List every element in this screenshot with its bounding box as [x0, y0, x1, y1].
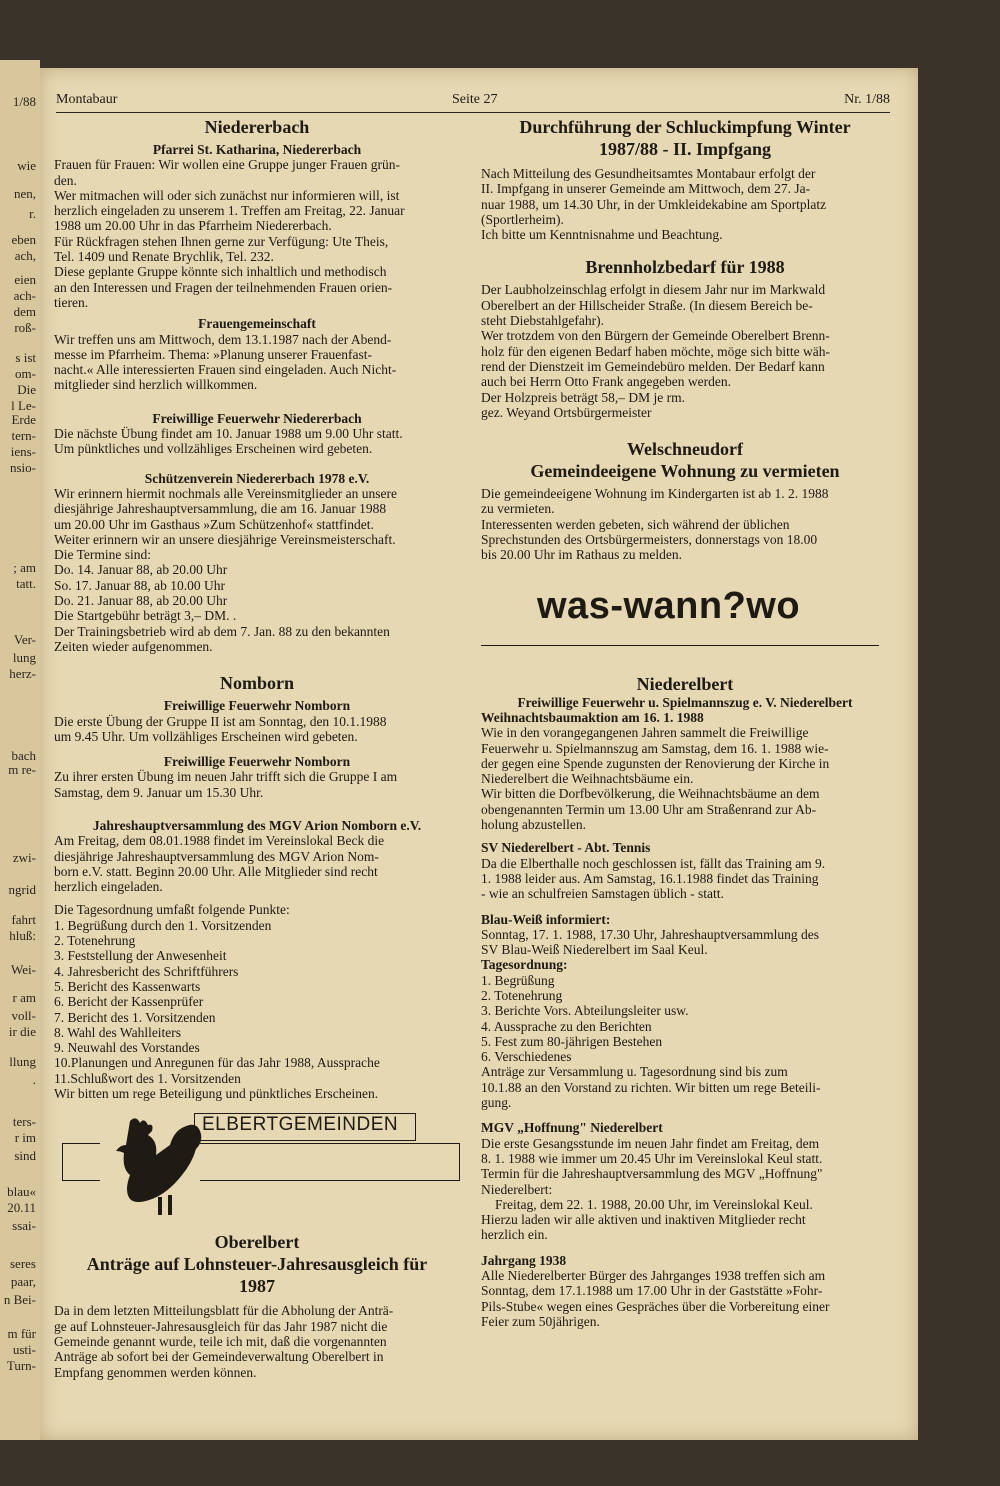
- prev-page-fragment: ngrid: [8, 882, 36, 897]
- text-line: 6. Bericht der Kassenprüfer: [54, 994, 204, 1010]
- text-line: Niederelbert:: [481, 1181, 553, 1197]
- text-line: Sonntag, 17. 1. 1988, 17.30 Uhr, Jahreshauptversammlung des: [481, 926, 820, 942]
- impfung-text: [481, 166, 889, 242]
- text-line: Pils-Stube« wegen eines Gespräches über die Vorbereitung einer: [481, 1298, 830, 1314]
- text-line: den.: [54, 172, 77, 188]
- text-line: 4. Aussprache zu den Berichten: [481, 1018, 652, 1034]
- logo-text: ELBERTGEMEINDEN: [202, 1114, 399, 1136]
- text-line: Do. 14. Januar 88, ab 20.00 Uhr: [54, 562, 228, 578]
- prev-page-fragment: hluß:: [9, 928, 36, 943]
- nomborn-heading: Nomborn: [219, 673, 294, 694]
- page-header: [56, 92, 890, 113]
- text-line: herzlich eingeladen.: [54, 879, 163, 895]
- was-wann-wo-text: was-wann?wo: [537, 584, 801, 627]
- text-line: Da die Elberthalle noch geschlossen ist, fällt das Training am 9.: [481, 855, 826, 871]
- prev-page-fragment: Wei-: [11, 962, 36, 977]
- prev-page-fragment: tern-: [11, 428, 36, 443]
- text-line: herzlich ein.: [481, 1227, 548, 1243]
- text-line: steht Diebstahlgefahr).: [481, 313, 604, 329]
- text-line: Der Laubholzeinschlag erfolgt in diesem Jahr nur im Markwald: [481, 282, 826, 298]
- text-line: SV Blau-Weiß Niederelbert im Saal Keul.: [481, 942, 708, 958]
- prev-page-fragment: ssai-: [12, 1218, 36, 1233]
- text-line: 4. Jahresbericht des Schriftführers: [54, 963, 239, 979]
- text-line: Wir bitten um rege Beteiligung und pünktliches Erscheinen.: [54, 1086, 379, 1102]
- prev-page-fragment: ach-: [13, 288, 36, 303]
- text-line: bis 20.00 Uhr im Rathaus zu melden.: [481, 547, 682, 563]
- text-line: Wer trotzdem von den Bürgern der Gemeinde Oberelbert Brenn-: [481, 328, 830, 344]
- text-line: Am Freitag, dem 08.01.1988 findet im Vereinslokal Beck die: [54, 833, 385, 849]
- blau-weiss-agenda-heading: Tagesordnung:: [481, 957, 568, 973]
- lohnsteuer-heading-line-2: 1987: [239, 1276, 275, 1297]
- text-line: 3. Feststellung der Anwesenheit: [54, 948, 227, 964]
- text-line: nacht.« Alle interessierten Frauen sind eingeladen. Auch Nicht-: [54, 362, 397, 378]
- prev-page-fragment: iens-: [10, 444, 36, 459]
- text-line: Feier zum 50jährigen.: [481, 1313, 600, 1329]
- prev-page-fragment: usti-: [12, 1342, 36, 1357]
- text-line: Samstag, dem 9. Januar um 15.30 Uhr.: [54, 784, 264, 800]
- prev-page-fragment: r am: [12, 990, 36, 1005]
- text-line: Sonntag, dem 17.1.1988 um 17.00 Uhr in der Gaststätte »Fohr-: [481, 1283, 823, 1299]
- prev-page-fragment: eien: [14, 272, 36, 287]
- prev-page-fragment: nen,: [13, 186, 36, 201]
- text-line: 7. Bericht des 1. Vorsitzenden: [54, 1009, 216, 1025]
- prev-page-fragment: llung: [9, 1054, 36, 1069]
- prev-page-fragment: ir die: [8, 1024, 36, 1039]
- pfarrei-heading: Pfarrei St. Katharina, Niedererbach: [152, 142, 362, 157]
- text-line: Die Tagesordnung umfaßt folgende Punkte:: [54, 902, 290, 918]
- text-line: Zeiten wieder aufgenommen.: [54, 638, 213, 654]
- prev-page-fragment: fahrt: [11, 912, 36, 927]
- text-line: Die nächste Übung findet am 10. Januar 1988 um 9.00 Uhr statt.: [54, 426, 403, 442]
- mgv-hoffnung-heading: MGV „Hoffnung" Niederelbert: [481, 1120, 663, 1136]
- lohnsteuer-text: [54, 1303, 460, 1379]
- text-line: ge auf Lohnsteuer-Jahresausgleich für das Jahr 1987 nicht die: [54, 1318, 388, 1334]
- text-line: diesjährige Jahreshauptversammlung, die am 16. Januar 1988: [54, 501, 387, 517]
- prev-page-fragment: m für: [7, 1326, 36, 1341]
- prev-page-fragment: om-: [15, 366, 36, 381]
- prev-page-fragment: eben: [11, 232, 36, 247]
- text-line: Nach Mitteilung des Gesundheitsamtes Montabaur erfolgt der: [481, 166, 816, 181]
- header-town: Montabaur: [56, 92, 118, 107]
- text-line: um 20.00 Uhr im Gasthaus »Zum Schützenhof« stattfindet.: [54, 516, 374, 532]
- lohnsteuer-heading-line-1: Anträge auf Lohnsteuer-Jahresausgleich für: [86, 1254, 428, 1275]
- tennis-heading: SV Niederelbert - Abt. Tennis: [481, 840, 651, 856]
- mgv-hoffnung-text: [481, 1136, 889, 1197]
- blau-weiss-after: [481, 1064, 889, 1110]
- prev-page-fragment: .: [32, 1072, 36, 1087]
- text-line: 3. Berichte Vors. Abteilungsleiter usw.: [481, 1003, 689, 1019]
- text-line: um 9.45 Uhr. Um vollzähliges Erscheinen wird gebeten.: [54, 728, 358, 744]
- text-line: herzlich eingeladen zu unserem 1. Treffen am Freitag, 22. Januar: [54, 203, 405, 219]
- rooster-icon: [90, 1113, 210, 1219]
- text-line: obengenannten Termin um 13.00 Uhr am Straßenrand zur Ab-: [481, 801, 817, 817]
- mgv-arion-heading: Jahreshauptversammlung des MGV Arion Nomborn e.V.: [92, 817, 422, 833]
- oberelbert-heading: Oberelbert: [214, 1232, 300, 1253]
- prev-page-fragment: tatt.: [16, 576, 36, 591]
- prev-page-fragment: m re-: [8, 762, 36, 777]
- text-line: Tel. 1409 und Renate Brychlik, Tel. 232.: [54, 249, 274, 265]
- text-line: 1. 1988 leider aus. Am Samstag, 16.1.1988 findet das Training: [481, 870, 819, 886]
- prev-page-fragment: r.: [29, 206, 36, 221]
- prev-page-fragment: roß-: [14, 320, 36, 335]
- text-line: 2. Totenehrung: [481, 987, 563, 1003]
- prev-page-fragment: wie: [17, 158, 36, 173]
- niedererbach-heading: Niedererbach: [204, 117, 310, 137]
- jahrgang-heading: Jahrgang 1938: [481, 1252, 567, 1268]
- tennis-text: [481, 856, 889, 902]
- text-line: 1. Begrüßung durch den 1. Vorsitzenden: [54, 917, 272, 933]
- elbertgemeinden-logo: [54, 1109, 460, 1221]
- text-line: holung abzustellen.: [481, 817, 586, 833]
- ff-nomborn-2-heading: Freiwillige Feuerwehr Nomborn: [163, 754, 351, 770]
- blau-weiss-agenda: [481, 973, 889, 1065]
- prev-page-fragment: 20.11: [7, 1200, 36, 1215]
- prev-page-fragment: paar,: [10, 1274, 36, 1289]
- blau-weiss-heading: Blau-Weiß informiert:: [481, 911, 611, 927]
- text-line: der gegen eine Spende zugunsten der Renovierung der Kirche in: [481, 755, 830, 771]
- prev-page-fragment: blau«: [7, 1184, 36, 1199]
- prev-page-fragment: bach: [11, 748, 36, 763]
- niederelbert-heading: Niederelbert: [636, 673, 734, 694]
- prev-page-fragment: Erde: [11, 412, 36, 427]
- text-line: (Sportlerheim).: [481, 211, 564, 227]
- welschneudorf-heading: Welschneudorf: [626, 439, 743, 460]
- prev-page-fragment: herz-: [9, 666, 36, 681]
- text-line: Der Holzpreis beträgt 58,– DM je rm.: [481, 389, 685, 405]
- text-line: 1. Begrüßung: [481, 972, 555, 988]
- text-line: Wir bitten die Dorfbevölkerung, die Weihnachtsbäume an dem: [481, 786, 820, 802]
- prev-page-fragment: Turn-: [6, 1358, 36, 1373]
- prev-page-fragment: Die: [17, 382, 36, 397]
- text-line: Sprechstunden des Ortsbürgermeisters, donnerstags von 18.00: [481, 532, 818, 548]
- previous-page-edge: [0, 60, 40, 1440]
- text-line: 5. Fest zum 80-jährigen Bestehen: [481, 1033, 663, 1049]
- text-line: zu vermieten.: [481, 501, 555, 517]
- text-line: 10.1.88 an den Vorstand zu richten. Wir bitten um rege Beteili-: [481, 1079, 821, 1095]
- text-line: Die Startgebühr beträgt 3,– DM. .: [54, 608, 237, 624]
- text-line: Niederelbert die Weihnachtsbäume ein.: [481, 771, 694, 787]
- prev-page-fragment: ters-: [12, 1114, 36, 1129]
- prev-page-fragment: zwi-: [12, 850, 36, 865]
- text-line: Die gemeindeeigene Wohnung im Kindergarten ist ab 1. 2. 1988: [481, 486, 829, 502]
- text-line: Wer mitmachen will oder sich zunächst nur informieren will, ist: [54, 187, 400, 203]
- prev-page-fragment: dem: [13, 304, 36, 319]
- prev-page-fragment: n Bei-: [3, 1292, 36, 1307]
- text-line: tieren.: [54, 294, 89, 310]
- text-line: messe im Pfarrheim. Thema: »Planung unserer Frauenfast-: [54, 346, 373, 362]
- text-line: Weiter erinnern wir an unsere diesjährige Vereinsmeisterschaft.: [54, 531, 396, 547]
- text-line: Wir treffen uns am Mittwoch, dem 13.1.1987 nach der Abend-: [54, 331, 392, 347]
- text-line: Die erste Gesangsstunde im neuen Jahr findet am Freitag, dem: [481, 1135, 820, 1151]
- prev-page-fragment: ; am: [13, 560, 36, 575]
- weihnachtsbaum-text: [481, 725, 889, 832]
- text-line: auch bei Herrn Otto Frank angegeben werden.: [481, 374, 732, 390]
- text-line: Anträge ab sofort bei der Gemeindeverwaltung Oberelbert in: [54, 1349, 384, 1365]
- wohnung-heading: Gemeindeeigene Wohnung zu vermieten: [530, 461, 840, 482]
- text-line: Gemeinde genannt wurde, teile ich mit, daß die vorgenannten: [54, 1333, 387, 1349]
- prev-page-fragment: nsio-: [10, 460, 36, 475]
- text-line: Da in dem letzten Mitteilungsblatt für die Abholung der Anträ-: [54, 1303, 394, 1319]
- text-line: an den Interessen und Fragen der teilnehmenden Frauen orien-: [54, 279, 393, 295]
- schuetzenverein-text: [54, 486, 460, 654]
- blau-weiss-text: [481, 927, 889, 958]
- text-line: Oberelbert an der Hillscheider Straße. (In diesem Bereich be-: [481, 297, 813, 313]
- text-line: diesjährige Jahreshauptversammlung des MGV Arion Nom-: [54, 848, 379, 864]
- text-line: 9. Neuwahl des Vorstandes: [54, 1040, 200, 1056]
- left-column: [54, 116, 460, 1380]
- text-line: So. 17. Januar 88, ab 10.00 Uhr: [54, 577, 225, 593]
- prev-page-fragment: l Le-: [11, 398, 36, 413]
- was-wann-wo-banner: [481, 581, 889, 651]
- newspaper-page: [40, 68, 918, 1440]
- text-line: Empfang genommen werden können.: [54, 1364, 257, 1380]
- text-line: gung.: [481, 1095, 512, 1111]
- impfung-heading-line-1: Durchführung der Schluckimpfung Winter: [519, 117, 851, 137]
- text-line: - wie an schulfreien Samstagen üblich - statt.: [481, 886, 724, 902]
- impfung-heading-line-2: 1987/88 - II. Impfgang: [598, 139, 772, 159]
- prev-page-fragment: voll-: [11, 1008, 36, 1023]
- text-line: gez. Weyand Ortsbürgermeister: [481, 404, 652, 420]
- text-line: 5. Bericht des Kassenwarts: [54, 978, 201, 994]
- text-line: born e.V. statt. Beginn 20.00 Uhr. Alle Mitglieder sind recht: [54, 863, 378, 879]
- ff-spielmannszug-heading: Freiwillige Feuerwehr u. Spielmannszug e. V. Niederelbert: [517, 694, 853, 710]
- text-line: Die Termine sind:: [54, 547, 152, 563]
- weihnachtsbaum-subheading: Weihnachtsbaumaktion am 16. 1. 1988: [481, 709, 704, 725]
- text-line: Alle Niederelberter Bürger des Jahrganges 1938 treffen sich am: [481, 1268, 826, 1284]
- frauengemeinschaft-text: [54, 332, 460, 393]
- prev-page-fragment: s ist: [15, 350, 36, 365]
- banner-rule: [481, 645, 879, 646]
- text-line: Hierzu laden wir alle aktiven und inaktiven Mitglieder recht: [481, 1212, 806, 1228]
- text-line: Do. 21. Januar 88, ab 20.00 Uhr: [54, 593, 228, 609]
- ff-niedererbach-heading: Freiwillige Feuerwehr Niedererbach: [152, 410, 362, 426]
- text-line: 8. Wahl des Wahlleiters: [54, 1024, 182, 1040]
- ff-nomborn-1-heading: Freiwillige Feuerwehr Nomborn: [163, 698, 351, 714]
- prev-page-fragment: ach,: [14, 248, 36, 263]
- mgv-hoffnung-after: [481, 1212, 889, 1243]
- ff-niedererbach-text: [54, 426, 460, 457]
- prev-page-fragment: seres: [10, 1256, 36, 1271]
- mgv-hoffnung-date: Freitag, dem 22. 1. 1988, 20.00 Uhr, im Vereinslokal Keul.: [495, 1196, 813, 1212]
- text-line: 11.Schlußwort des 1. Vorsitzenden: [54, 1070, 241, 1086]
- text-line: 8. 1. 1988 wie immer um 20.45 Uhr im Vereinslokal Keul statt.: [481, 1150, 823, 1166]
- ff-nomborn-1-text: [54, 714, 460, 745]
- text-line: nuar 1988, um 14.30 Uhr, in der Umkleidekabine am Sportplatz: [481, 196, 827, 212]
- prev-page-fragment: Ver-: [13, 632, 36, 647]
- text-line: Diese geplante Gruppe könnte sich inhaltlich und methodisch: [54, 264, 387, 280]
- prev-page-fragment: r im: [14, 1130, 36, 1145]
- prev-page-fragment: sind: [14, 1148, 36, 1163]
- text-line: Termin für die Jahreshauptversammlung des MGV „Hoffnung": [481, 1166, 823, 1182]
- text-line: 6. Verschiedenes: [481, 1049, 572, 1065]
- text-line: 1988 um 20.00 Uhr in das Pfarrheim Niedererbach.: [54, 218, 332, 234]
- brennholz-text: [481, 282, 889, 420]
- ff-nomborn-2-text: [54, 769, 460, 800]
- right-column: [481, 116, 889, 1329]
- header-page-number: Seite 27: [452, 92, 498, 107]
- frauengemeinschaft-heading: Frauengemeinschaft: [198, 316, 316, 332]
- text-line: Interessenten werden gebeten, sich während der üblichen: [481, 516, 790, 532]
- text-line: Um pünktliches und vollzähliges Erscheinen wird gebeten.: [54, 441, 373, 457]
- text-line: Der Trainingsbetrieb wird ab dem 7. Jan. 88 zu den bekannten: [54, 623, 390, 639]
- text-line: mitglieder sind herzlich willkommen.: [54, 377, 258, 393]
- text-line: Feuerwehr u. Spielmannszug am Samstag, dem 16. 1. 1988 wie-: [481, 740, 829, 756]
- text-line: 10.Planungen und Anregunen für das Jahr 1988, Aussprache: [54, 1055, 380, 1071]
- prev-page-fragment: lung: [12, 650, 36, 665]
- text-line: Wie in den vorangegangenen Jahren sammelt die Freiwillige: [481, 725, 809, 741]
- pfarrei-text: [54, 157, 460, 310]
- text-line: Anträge zur Versammlung u. Tagesordnung sind bis zum: [481, 1064, 788, 1080]
- schuetzenverein-heading: Schützenverein Niedererbach 1978 e.V.: [144, 470, 370, 486]
- text-line: Für Rückfragen stehen Ihnen gerne zur Verfügung: Ute Theis,: [54, 233, 389, 249]
- header-issue: Nr. 1/88: [844, 92, 890, 107]
- text-line: Wir erinnern hiermit nochmals alle Vereinsmitglieder an unsere: [54, 485, 397, 501]
- text-line: Zu ihrer ersten Übung im neuen Jahr trifft sich die Gruppe I am: [54, 769, 398, 785]
- text-line: holz für den eigenen Bedarf haben möchte, möge sich bitte wäh-: [481, 343, 830, 359]
- text-line: Ich bitte um Kenntnisnahme und Beachtung.: [481, 227, 723, 243]
- text-line: II. Impfgang in unserer Gemeinde am Mittwoch, dem 27. Ja-: [481, 181, 811, 197]
- brennholz-heading: Brennholzbedarf für 1988: [585, 257, 785, 278]
- wohnung-text: [481, 486, 889, 562]
- jahrgang-text: [481, 1268, 889, 1329]
- mgv-agenda: [54, 902, 460, 1101]
- text-line: rend der Dienstzeit im Gemeindebüro melden. Der Bedarf kann: [481, 358, 825, 374]
- prev-page-fragment: 1/88: [12, 94, 36, 109]
- text-line: 2. Totenehrung: [54, 933, 136, 949]
- mgv-arion-text: [54, 833, 460, 894]
- text-line: Frauen für Frauen: Wir wollen eine Gruppe junger Frauen grün-: [54, 157, 400, 173]
- text-line: Die erste Übung der Gruppe II ist am Sonntag, den 10.1.1988: [54, 713, 387, 729]
